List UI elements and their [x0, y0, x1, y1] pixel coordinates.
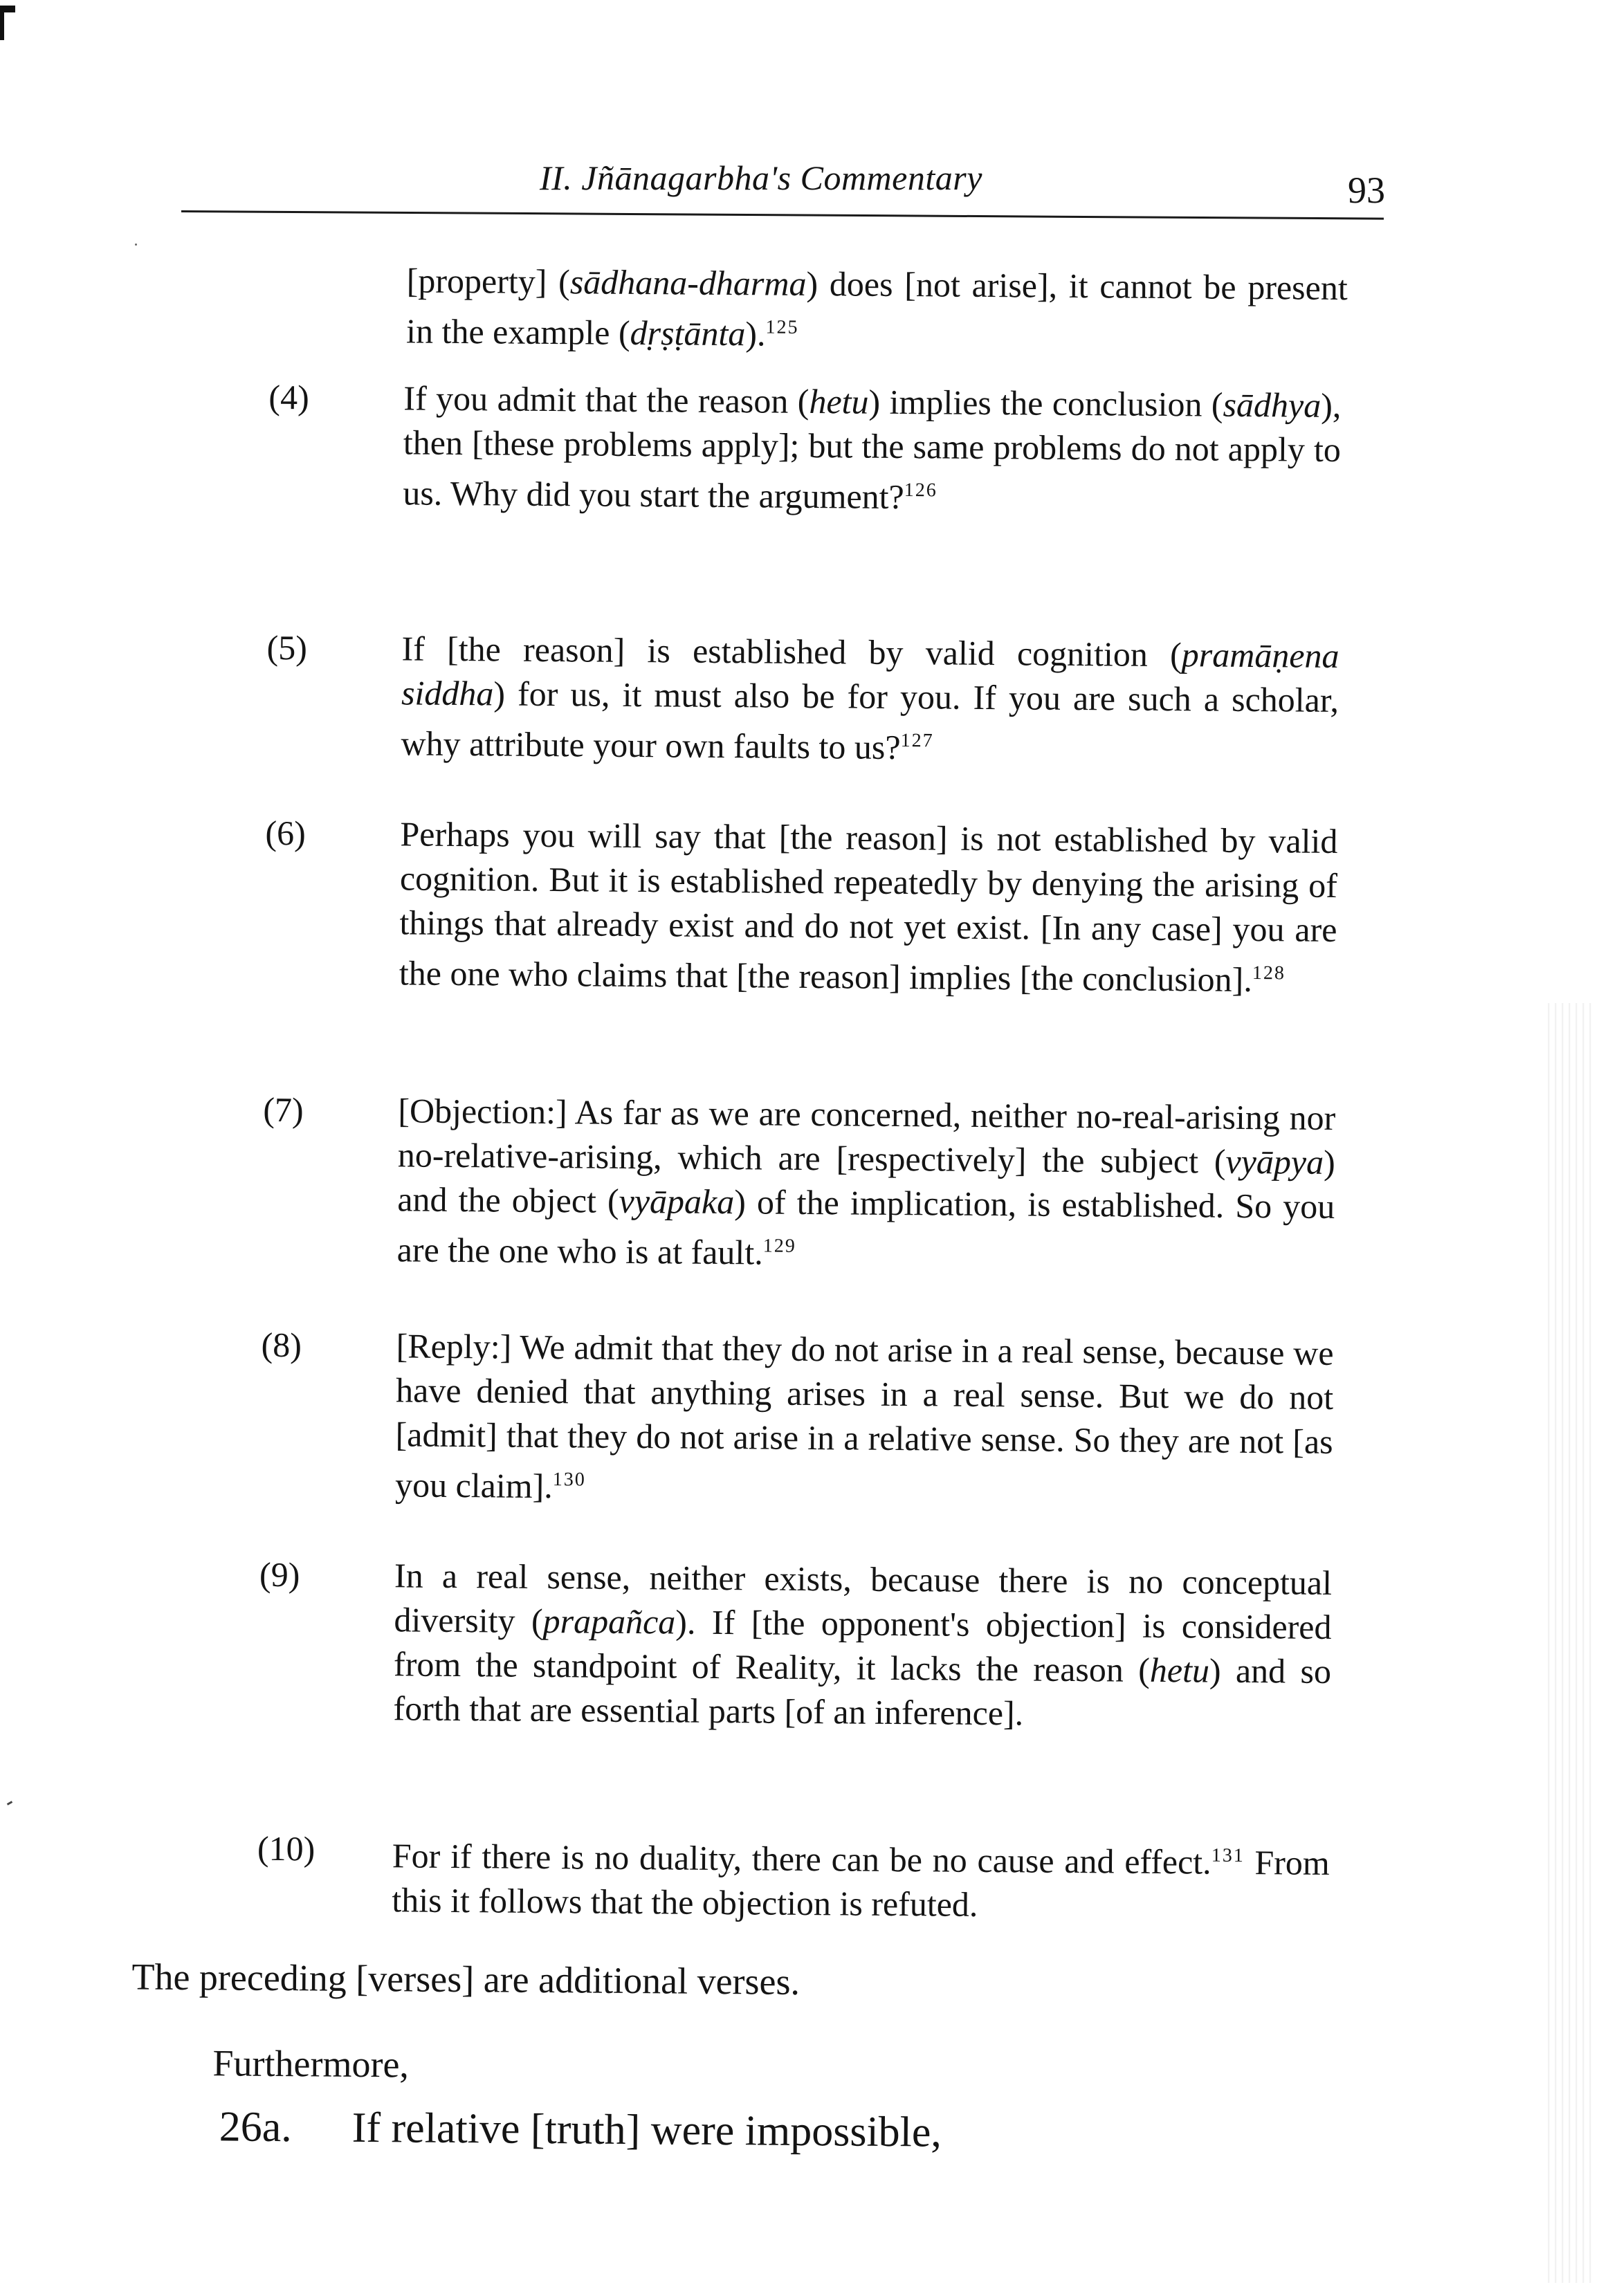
- verse-line: [219, 2102, 942, 2157]
- sanskrit-term: sādhya: [1223, 385, 1321, 425]
- page-number: 93: [1348, 169, 1385, 211]
- item-text: In a real sense, neither exists, because there is no conceptual diversity (prapañca). If [the opponent's objection] is considered from the standpoint of Reality, it lacks the reason (hetu) and so forth that are essential parts [of an inference].: [393, 1556, 1333, 1733]
- item-number: (5): [266, 627, 308, 668]
- footnote-ref: 126: [904, 479, 937, 502]
- item-text: Perhaps you will say that [the reason] is not established by valid cognition. But it is established repeatedly by denying the arising of things that already exist and do not yet exist. [In any case] you are the one who claims that [the reason] implies [the conclusion].$^{128}$: [399, 814, 1338, 1000]
- footnote-ref: 128: [1252, 962, 1286, 984]
- footnote-ref: 125: [765, 316, 799, 338]
- numbered-item: [6, 373, 1619, 517]
- item-number: (7): [263, 1090, 304, 1130]
- item-number: (6): [265, 813, 307, 853]
- footnote-ref: 129: [762, 1235, 796, 1257]
- running-header: II. Jñānagarbha's Commentary: [540, 158, 982, 197]
- footnote-ref: 131: [1211, 1844, 1245, 1866]
- sanskrit-term: dṛṣṭānta: [630, 313, 746, 353]
- item-text: If [the reason] is established by valid cognition (pramāṇena siddha) for us, it must also be for you. If you are such a scholar, why attribute your own faults to us?$^{127}$: [401, 629, 1339, 767]
- sanskrit-term: hetu: [1149, 1650, 1210, 1690]
- closing-line: The preceding [verses] are additional verses.: [131, 1956, 801, 2003]
- item-number: (10): [257, 1828, 315, 1868]
- sanskrit-term: prapañca: [542, 1601, 676, 1642]
- numbered-item: [0, 1321, 1618, 1506]
- numbered-item: [0, 1550, 1616, 1733]
- item-number: (9): [259, 1554, 300, 1595]
- sanskrit-term: sādhana-dharma: [569, 262, 807, 303]
- item-number: (4): [268, 377, 309, 417]
- footnote-ref: 127: [900, 730, 934, 752]
- sanskrit-term: vyāpaka: [619, 1181, 735, 1222]
- item-text: For if there is no duality, there can be no cause and effect.$^{131}$ From this it follows that the objection is refuted.: [392, 1836, 1330, 1924]
- footnote-ref: 130: [552, 1469, 586, 1491]
- sanskrit-term: pramāṇena siddha: [401, 635, 1339, 713]
- verse-text: If relative [truth] were impossible,: [351, 2104, 942, 2156]
- item-number: (8): [261, 1325, 302, 1365]
- transition-line: Furthermore,: [212, 2042, 410, 2086]
- sanskrit-term: hetu: [809, 381, 869, 421]
- numbered-item: [3, 809, 1619, 1000]
- item-text: [Reply:] We admit that they do not arise in a real sense, because we have denied that anything arises in a real sense. But we do not [admit] that they do not arise in a relative sense. So they are not [as you claim].$^{130}$: [394, 1326, 1334, 1506]
- numbered-item: [4, 623, 1619, 767]
- item-text: [Objection:] As far as we are concerned, neither no-real-arising nor no-relative-arising, which are [respectively] the subject (vyāpya) and the object (vyāpaka) of the implication, is established. So you are the one who is at fault.$^{129}$: [396, 1091, 1336, 1272]
- sanskrit-term: vyāpya: [1225, 1141, 1324, 1182]
- item-text: If you admit that the reason (hetu) implies the conclusion (sādhya), then [these problems apply]; but the same problems do not apply to us. Why did you start the argument?$^{126}$: [403, 378, 1342, 517]
- numbered-item: [0, 1824, 1613, 1924]
- numbered-item: [1, 1085, 1619, 1272]
- intro-paragraph: [property] (sādhana-dharma) does [not arise], it cannot be present in the example (dṛṣṭānta).$^{125}$: [405, 261, 1348, 353]
- verse-number: 26a.: [219, 2103, 293, 2151]
